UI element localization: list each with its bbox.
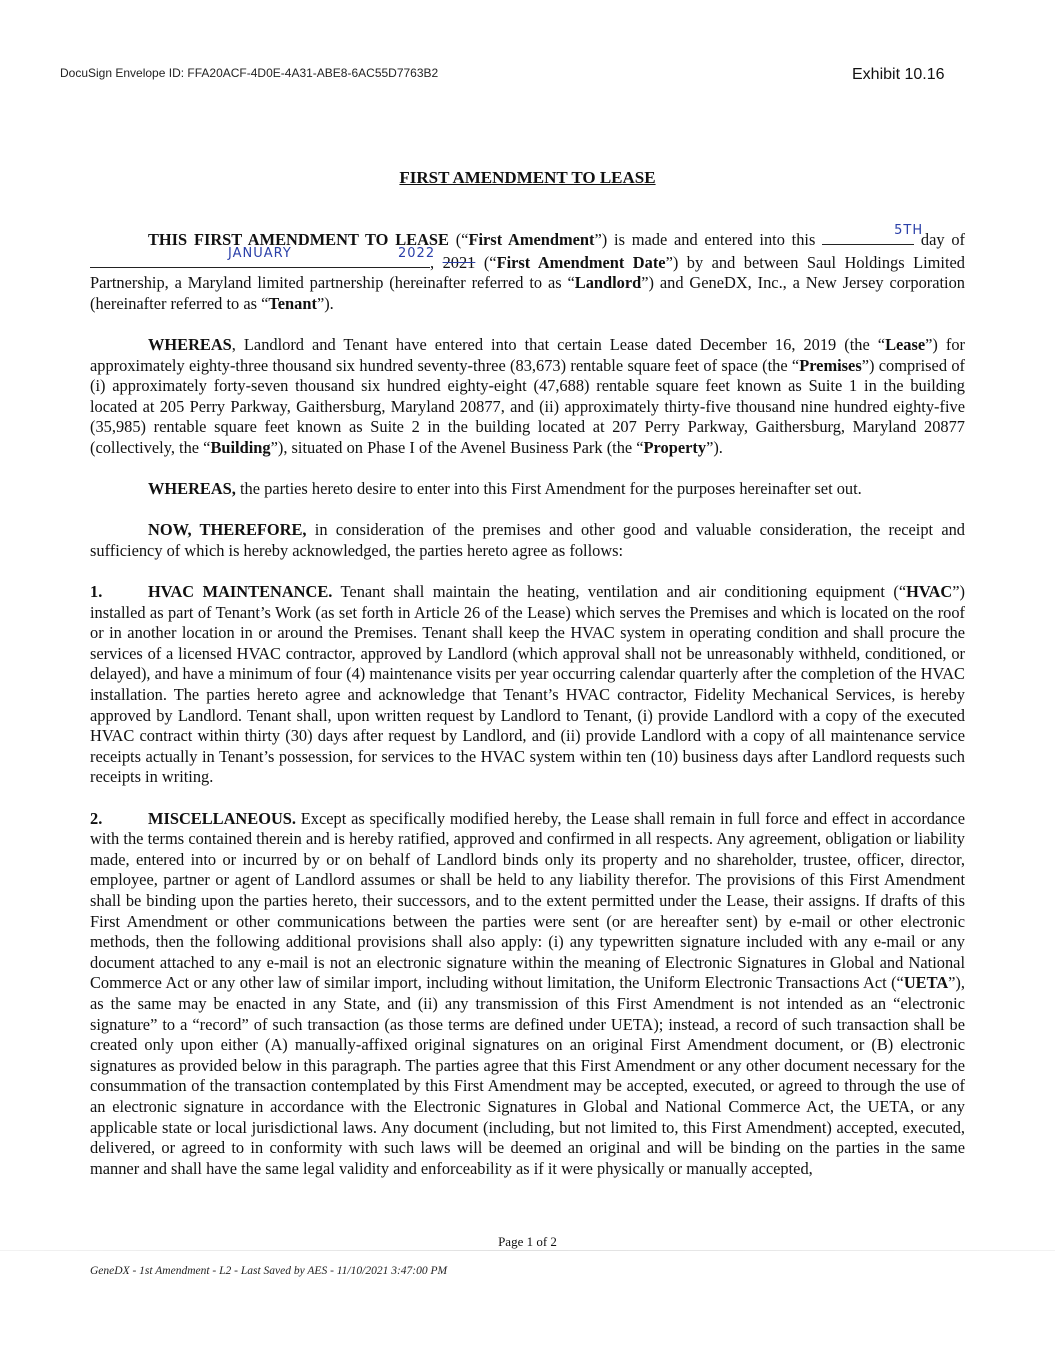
handwritten-month: JANUARY: [228, 246, 292, 261]
intro-lead: THIS FIRST AMENDMENT TO LEASE: [148, 230, 449, 249]
intro-paragraph: THIS FIRST AMENDMENT TO LEASE (“First Amendment”) is made and entered into this 5TH day of JANUARY 2022 , 2021 (“First Amendment Date”) by and between Saul Holdings Limited Partnership, a Maryland limited partnership (hereinafter referred to as “Landlord”) and GeneDX, Inc., a New Jersey corporation (hereinafter referred to as “Tenant”).: [90, 223, 966, 313]
date-blank: [90, 246, 436, 268]
struck-year: 2021: [442, 252, 476, 272]
scan-artifact-divider: [0, 1250, 1055, 1251]
section-2-heading: MISCELLANEOUS.: [148, 808, 297, 828]
exhibit-label: Exhibit 10.16: [852, 66, 945, 83]
page-number: Page 1 of 2: [498, 1234, 557, 1249]
docusign-envelope-id: DocuSign Envelope ID: FFA20ACF-4D0E-4A31-ABE8-6AC55D7763B2: [60, 66, 439, 80]
section-1-number: 1.: [90, 582, 103, 602]
section-1-heading: HVAC MAINTENANCE.: [148, 582, 333, 602]
whereas-paragraph-2: WHEREAS, the parties hereto desire to enter into this First Amendment for the purposes hereinafter set out.: [148, 479, 862, 499]
document-body: [90, 223, 966, 1200]
section-1-hvac-maintenance: 1. HVAC MAINTENANCE. Tenant shall maintain the heating, ventilation and air conditioning equipment (“HVAC”) installed as part of Tenant’s Work (as set forth in Article 26 of the Lease) which serves the Premises and which is located on the roof or in another location in or around the Premises. Tenant shall keep the HVAC system in operating condition and shall procure the services of a licensed HVAC contractor, approved by Landlord (which approval shall not be unreasonably withheld, conditioned, or delayed), and have a minimum of four (4) maintenance visits per year occurring calendar quarterly after the completion of the HVAC installation. The parties hereto agree and acknowledge that Tenant’s HVAC contractor, Fidelity Mechanical Services, is hereby approved by Landlord. Tenant shall, upon written request by Landlord to Tenant, (i) provide Landlord with a copy of the executed HVAC contract within thirty (30) days after request by Landlord, and (ii) provide Landlord with a copy of all maintenance service receipts actually in Tenant’s possession, for services to the HVAC system within ten (10) business days after Landlord requests such receipts in writing.: [90, 582, 965, 787]
whereas-paragraph-1: WHEREAS, Landlord and Tenant have entered into that certain Lease dated December 16, 2019 (the “Lease”) for approximately eighty-three thousand six hundred seventy-three (83,673) rentable square feet of space (the “Premises”) comprised of (i) approximately forty-seven thousand six hundred eighty-eight (47,688) rentable square feet known as Suite 1 in the building located at 205 Perry Parkway, Gaithersburg, Maryland 20877, and (ii) approximately thirty-five thousand nine hundred eighty-five (35,985) rentable square feet known as Suite 2 in the building located at 207 Perry Parkway, Gaithersburg, Maryland 20877 (collectively, the “Building”), situated on Phase I of the Avenel Business Park (the “Property”).: [90, 334, 965, 457]
day-blank: [822, 223, 924, 245]
handwritten-day: 5TH: [894, 223, 924, 239]
handwritten-year: 2022: [398, 246, 436, 261]
document-footer: GeneDX - 1st Amendment - L2 - Last Saved by AES - 11/10/2021 3:47:00 PM: [90, 1265, 448, 1277]
document-title: FIRST AMENDMENT TO LEASE: [399, 168, 656, 187]
now-therefore-paragraph: NOW, THEREFORE, in consideration of the premises and other good and valuable consideration, the receipt and sufficiency of which is hereby acknowledged, the parties hereto agree as follows:: [90, 520, 966, 560]
section-2-miscellaneous: 2. MISCELLANEOUS. Except as specifically modified hereby, the Lease shall remain in full force and effect in accordance with the terms contained therein and is hereby ratified, approved and confirmed in all respects. Any agreement, obligation or liability made, entered into or incurred by or on behalf of Landlord binds only its property and no shareholder, trustee, officer, director, employee, partner or agent of Landlord assumes or shall be held to any liability therefor. The provisions of this First Amendment shall be binding upon the parties hereto, their successors, and to the extent permitted under the Lease, their assigns. If drafts of this First Amendment or other communications between the parties were sent (or are hereafter sent) by e-mail or other electronic methods, then the following additional provisions shall also apply: (i) any typewritten signature included with any e-mail or any document attached to any e-mail is not an electronic signature within the meaning of Electronic Signatures in Global and National Commerce Act or any other law of similar import, including without limitation, the Uniform Electronic Transactions Act (“UETA”), as the same may be enacted in any State, and (ii) any transmission of this First Amendment is not intended as an “electronic signature” to a “record” of such transaction (as those terms are defined under UETA); instead, a record of such transaction shall be created only upon either (A) manually-affixed original signatures on an original First Amendment document, or (B) electronic signatures as provided below in this paragraph. The parties agree that this First Amendment or any other document necessary for the consummation of the transaction contemplated by this First Amendment may be accepted, executed, or agreed to through the use of an electronic signature in accordance with the Electronic Signatures in Global and National Commerce Act, the UETA, or any applicable state or local jurisdictional laws. Any document (including, but not limited to, this First Amendment) accepted, executed, delivered, or agreed to in conformity with such laws will be deemed an original and will be binding on the parties in the same manner and shall have the same legal validity and enforceability as if it were physically or manually accepted,: [90, 808, 965, 1178]
section-2-number: 2.: [90, 808, 103, 828]
